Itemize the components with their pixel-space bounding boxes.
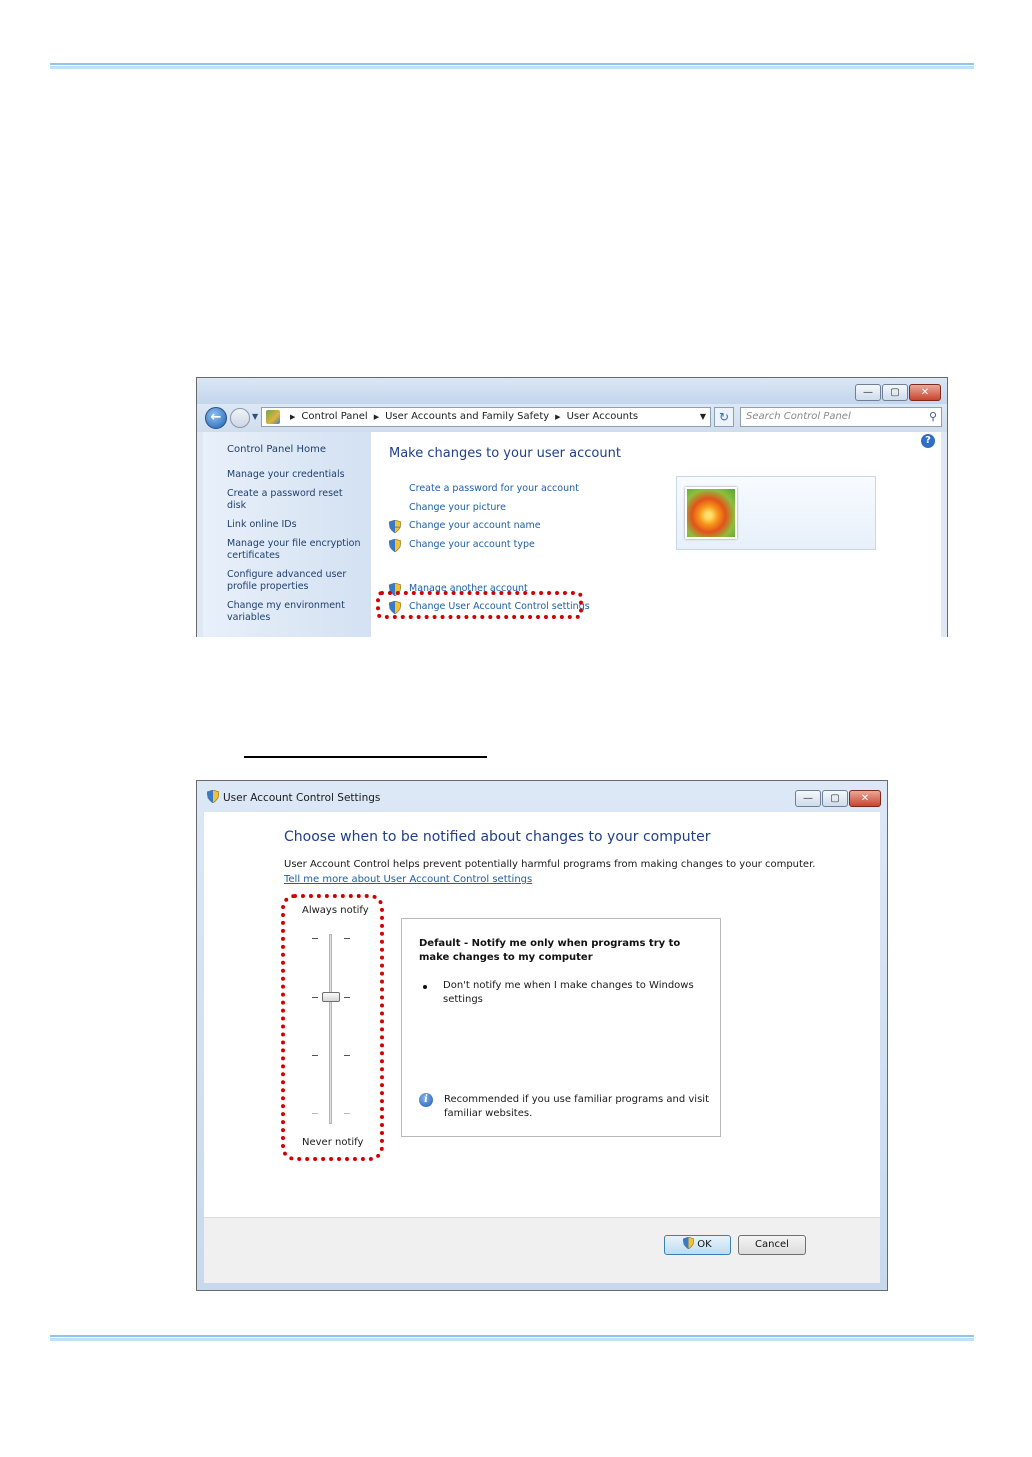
link-online-ids-link[interactable]: Link online IDs bbox=[227, 519, 297, 530]
close-button[interactable]: ✕ bbox=[849, 790, 881, 807]
help-icon[interactable]: ? bbox=[921, 434, 935, 448]
file-encryption-certificates-link[interactable]: Manage your file encryption certificates bbox=[227, 538, 361, 561]
breadcrumb-separator-icon: ▶ bbox=[373, 413, 380, 421]
slider-top-label: Always notify bbox=[302, 905, 369, 916]
page-footer-rule bbox=[50, 1335, 974, 1341]
dialog-footer bbox=[204, 1217, 880, 1283]
section-underline bbox=[244, 756, 487, 758]
breadcrumb-separator-icon: ▶ bbox=[290, 413, 296, 421]
maximize-button[interactable]: ▢ bbox=[822, 790, 848, 807]
create-password-link[interactable]: Create a password for your account bbox=[409, 483, 579, 494]
title-bar bbox=[197, 378, 947, 404]
uac-shield-icon bbox=[389, 520, 401, 533]
level-title: Default - Notify me only when programs try to make changes to my computer bbox=[419, 938, 681, 963]
control-panel-icon bbox=[266, 410, 280, 424]
uac-shield-icon bbox=[207, 790, 219, 803]
window-controls bbox=[795, 790, 881, 807]
forward-button[interactable] bbox=[230, 408, 250, 428]
account-picture-flower[interactable] bbox=[685, 487, 737, 539]
highlight-callout-uac-link bbox=[376, 591, 583, 619]
change-picture-link[interactable]: Change your picture bbox=[409, 502, 506, 513]
search-input[interactable] bbox=[740, 407, 942, 427]
manage-another-account-link[interactable]: Manage another account bbox=[409, 583, 528, 594]
breadcrumb-user-accounts-family-safety[interactable]: User Accounts and Family Safety bbox=[385, 411, 550, 422]
uac-more-info-link[interactable]: Tell me more about User Account Control settings bbox=[284, 874, 533, 885]
address-bar[interactable] bbox=[261, 407, 711, 427]
ok-button-label: OK bbox=[697, 1239, 712, 1250]
search-icon[interactable]: ⚲ bbox=[928, 410, 937, 423]
minimize-button[interactable]: — bbox=[855, 384, 881, 401]
highlight-callout-slider bbox=[281, 894, 384, 1161]
level-bullet: Don't notify me when I make changes to Windows settings bbox=[443, 980, 694, 1005]
uac-shield-icon bbox=[389, 539, 401, 552]
manage-credentials-link[interactable]: Manage your credentials bbox=[227, 469, 345, 480]
window-controls bbox=[855, 384, 941, 401]
recent-pages-dropdown[interactable]: ▼ bbox=[252, 412, 259, 421]
change-account-name-link[interactable]: Change your account name bbox=[409, 520, 541, 531]
page-header-rule bbox=[50, 63, 974, 69]
control-panel-home-link[interactable]: Control Panel Home bbox=[227, 444, 327, 455]
ok-button[interactable] bbox=[664, 1235, 731, 1255]
breadcrumb-control-panel[interactable]: Control Panel bbox=[301, 411, 368, 422]
back-button[interactable]: ← bbox=[205, 407, 227, 429]
slider-bottom-label: Never notify bbox=[302, 1137, 364, 1148]
change-uac-settings-link[interactable]: Change User Account Control settings bbox=[409, 601, 590, 612]
uac-heading: Choose when to be notified about changes to your computer bbox=[284, 829, 711, 845]
change-account-type-link[interactable]: Change your account type bbox=[409, 539, 535, 550]
password-reset-disk-link[interactable]: Create a password reset disk bbox=[227, 488, 343, 511]
level-description-box bbox=[401, 918, 721, 1137]
window-title-text: User Account Control Settings bbox=[223, 792, 381, 804]
breadcrumb-user-accounts[interactable]: User Accounts bbox=[566, 411, 639, 422]
advanced-profile-properties-link[interactable]: Configure advanced user profile properties bbox=[227, 569, 347, 592]
close-button[interactable]: ✕ bbox=[909, 384, 941, 401]
page-title: Make changes to your user account bbox=[389, 446, 621, 461]
uac-description: User Account Control helps prevent potentially harmful programs from making changes to your computer. bbox=[284, 859, 816, 870]
left-task-pane bbox=[203, 432, 371, 637]
minimize-button[interactable]: — bbox=[795, 790, 821, 807]
navigation-bar bbox=[197, 404, 947, 432]
window-title bbox=[207, 790, 380, 804]
search-placeholder: Search Control Panel bbox=[746, 411, 851, 422]
maximize-button[interactable]: ▢ bbox=[882, 384, 908, 401]
account-tile bbox=[676, 476, 876, 550]
address-dropdown-icon[interactable]: ▼ bbox=[699, 412, 706, 421]
uac-shield-icon bbox=[683, 1237, 694, 1249]
breadcrumb-separator-icon: ▶ bbox=[555, 413, 561, 421]
level-recommendation: Recommended if you use familiar programs and visit familiar websites. bbox=[444, 1094, 709, 1119]
cancel-button[interactable]: Cancel bbox=[738, 1235, 806, 1255]
bullet-icon bbox=[423, 985, 427, 989]
refresh-button[interactable]: ↻ bbox=[714, 407, 734, 427]
environment-variables-link[interactable]: Change my environment variables bbox=[227, 600, 345, 623]
info-icon: i bbox=[419, 1093, 433, 1107]
